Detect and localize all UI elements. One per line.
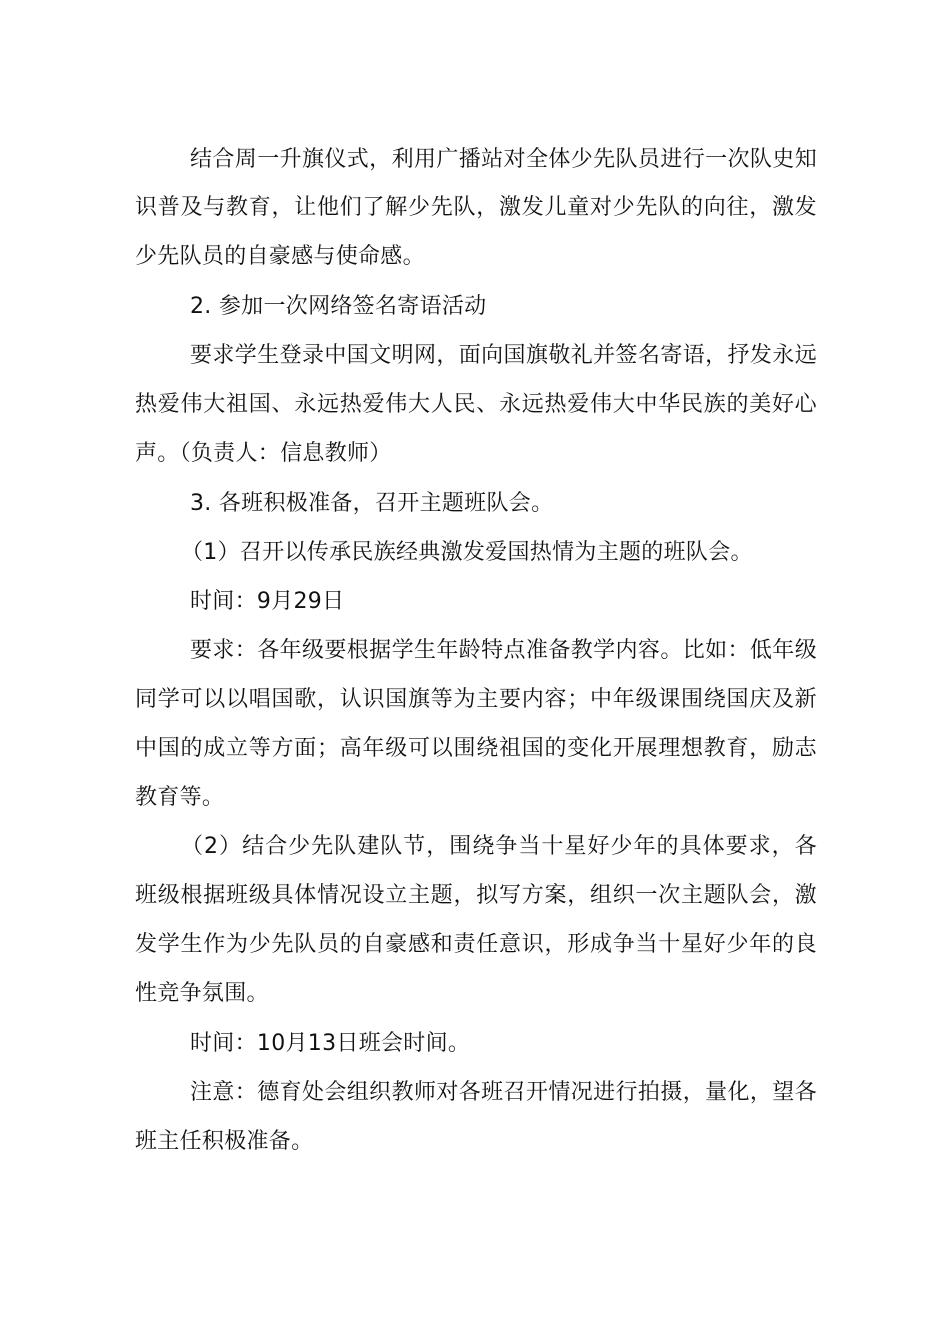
time-line: 时间：10月13日班会时间。 (190, 1031, 471, 1056)
paragraph-line: 班级根据班级具体情况设立主题，拟写方案，组织一次主题队会，激 (135, 883, 817, 908)
paragraph-line: 教育等。 (135, 785, 225, 810)
paragraph-line: 热爱伟大祖国、永远热爱伟大人民、永远热爱伟大中华民族的美好心 (135, 392, 817, 417)
sub-item-line: （2）结合少先队建队节，围绕争当十星好少年的具体要求，各 (181, 834, 817, 859)
note-line: 班主任积极准备。 (135, 1129, 314, 1154)
paragraph-line: 声。（负责人：信息教师） (135, 441, 392, 466)
paragraph-line: 发学生作为少先队员的自豪感和责任意识，形成争当十星好少年的良 (135, 932, 817, 957)
paragraph-line: 要求学生登录中国文明网，面向国旗敬礼并签名寄语，抒发永远 (190, 343, 817, 368)
paragraph-line: 中国的成立等方面；高年级可以围绕祖国的变化开展理想教育，励志 (135, 736, 817, 761)
section-heading: 3. 各班积极准备，召开主题班队会。 (190, 491, 554, 516)
time-line: 时间：9月29日 (190, 589, 345, 614)
section-heading: 2. 参加一次网络签名寄语活动 (190, 294, 487, 319)
sub-item-heading: （1）召开以传承民族经典激发爱国热情为主题的班队会。 (181, 540, 753, 565)
note-line: 注意：德育处会组织教师对各班召开情况进行拍摄，量化，望各 (190, 1080, 817, 1105)
paragraph-line: 识普及与教育，让他们了解少先队，激发儿童对少先队的向往，激发 (135, 195, 817, 220)
paragraph-line: 同学可以以唱国歌，认识国旗等为主要内容；中年级课围绕国庆及新 (135, 687, 817, 712)
paragraph-line: 结合周一升旗仪式，利用广播站对全体少先队员进行一次队史知 (190, 147, 817, 172)
paragraph-line: 要求：各年级要根据学生年龄特点准备教学内容。比如：低年级 (190, 638, 817, 663)
paragraph-line: 少先队员的自豪感与使命感。 (135, 244, 425, 269)
paragraph-line: 性竞争氛围。 (135, 981, 269, 1006)
